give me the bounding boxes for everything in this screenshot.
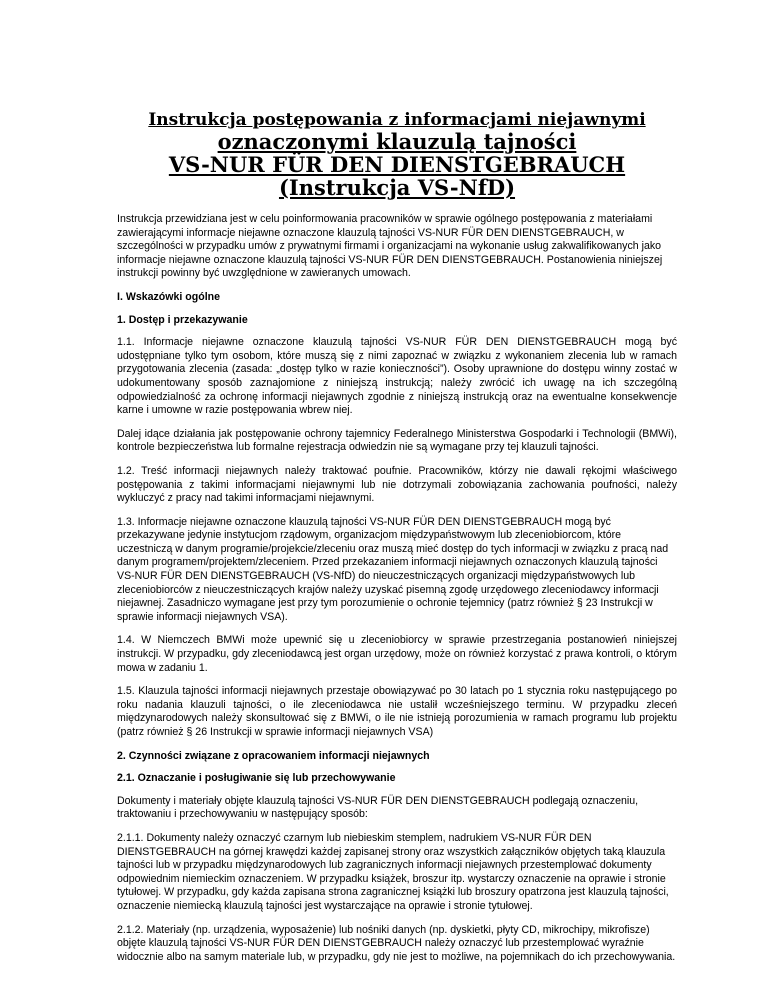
- subsection-heading-2: 2. Czynności związane z opracowaniem informacji niejawnych: [117, 749, 430, 762]
- paragraph-1-5: 1.5. Klauzula tajności informacji niejawnych przestaje obowiązywać po 30 latach po 1 stycznia roku następującego po roku nadania klauzuli tajności, o ile zleceniodawca nie ustalił wcześniejszego terminu. W przypadku zleceń międzynarodowych należy skonsultować się z BMWi, o ile nie istnieją porozumienia w ramach programu lub projektu (patrz również § 26 Instrukcji w sprawie informacji niejawnych VSA): [117, 685, 677, 738]
- paragraph-2-1-2: 2.1.2. Materiały (np. urządzenia, wyposażenie) lub nośniki danych (np. dyskietki, płyty CD, mikrochipy, mikrofisze) objęte klauzulą tajności VS-NUR FÜR DEN DIENSTGEBRAUCH należy oznaczyć lub przestemplować wyraźnie widocznie albo na samym materiale lub, w przypadku, gdy nie jest to możliwe, na pojemnikach do ich przechowywania.: [117, 923, 676, 963]
- subsection-heading-1: 1. Dostęp i przekazywanie: [117, 313, 248, 326]
- title-line-2: oznaczonymi klauzulą tajności: [217, 129, 577, 154]
- paragraph-1-1b: Dalej idące działania jak postępowanie ochrony tajemnicy Federalnego Ministerstwa Gospodarki i Technologii (BMWi), kontrole bezpieczeństwa lub formalne rejestracja odwiedzin nie są wymagane przy tej klauzuli tajności.: [117, 427, 677, 454]
- paragraph-2-1-1: 2.1.1. Dokumenty należy oznaczyć czarnym lub niebieskim stemplem, nadrukiem VS-NUR FÜR DEN DIENSTGEBRAUCH na górnej krawędzi każdej zapisanej strony oraz wszystkich załączników objętych taką klauzula tajności lub w przypadku międzynarodowych lub zagranicznych informacji niejawnych przestemplować dokumenty odpowiednim niemieckim oznaczeniem. W przypadku książek, broszur itp. wystarczy oznaczenie na oprawie i stronie tytułowej. W przypadku, gdy każda zapisana strona zagranicznej książki lub broszury opatrzona jest klauzulą tajności, oznaczenie niemiecką klauzulą tajności jest wystarczające na oprawie i stronie tytułowej.: [117, 831, 669, 912]
- document-title: [117, 110, 677, 199]
- title-line-3: VS-NUR FÜR DEN DIENSTGEBRAUCH: [168, 152, 626, 177]
- paragraph-1-3: 1.3. Informacje niejawne oznaczone klauzulą tajności VS-NUR FÜR DEN DIENSTGEBRAUCH mogą być przekazywane jedynie instytucjom rządowym, organizacjom międzypaństwowym lub zleceniobiorcom, które uczestniczą w danym programie/projekcie/zleceniu oraz muszą mieć dostęp do tych informacji w związku z pracą nad danym programem/projektem/zleceniem. Przed przekazaniem informacji niejawnych oznaczonych klauzulą tajności VS-NUR FÜR DEN DIENSTGEBRAUCH (VS-NfD) do nieuczestniczących organizacji międzypaństwowych lub zleceniobiorców z nieuczestniczących krajów należy uzyskać pisemną zgodę urzędowego zleceniodawcy informacji niejawnej. Zasadniczo wymagane jest przy tym porozumienie o ochronie tejemnicy (patrz również § 23 Instrukcji w sprawie informacji niejawnych VSA).: [117, 515, 669, 623]
- paragraph-2-1: Dokumenty i materiały objęte klauzulą tajności VS-NUR FÜR DEN DIENSTGEBRAUCH podlegają oznaczeniu, traktowaniu i przechowywaniu w następujący sposób:: [117, 794, 639, 821]
- paragraph-1-4: 1.4. W Niemczech BMWi może upewnić się u zleceniobiorcy w sprawie przestrzegania postanowień niniejszej instrukcji. W przypadku, gdy zleceniodawcą jest organ urzędowy, może on również korzystać z prawa kontroli, o którym mowa w zadaniu 1.: [117, 634, 677, 674]
- section-heading-1: I. Wskazówki ogólne: [117, 290, 221, 303]
- intro-paragraph: Instrukcja przewidziana jest w celu poinformowania pracowników w sprawie ogólnego postępowania z materiałami zawierającymi informacje niejawne oznaczone klauzulą tajności VS-NUR FÜR DEN DIENSTGEBRAUCH, w szczególności w przypadku umów z prywatnymi firmami i organizacjami na wykonanie usług zakwalifikowanych jako informacje niejawne oznaczone klauzulą tajności VS-NUR FÜR DEN DIENSTGEBRAUCH. Postanowienia niniejszej instrukcji powinny być uwzględnione w zawieranych umowach.: [117, 213, 663, 280]
- title-line-1: Instrukcja postępowania z informacjami niejawnymi: [148, 110, 646, 130]
- paragraph-1-1: 1.1. Informacje niejawne oznaczone klauzulą tajności VS-NUR FÜR DEN DIENSTGEBRAUCH mogą być udostępniane tylko tym osobom, które muszą się z nimi zapoznać w związku z wykonaniem zlecenia lub w ramach przygotowania zlecenia (zasada: „dostęp tylko w razie konieczności”). Osoby uprawnione do dostępu winny zostać w udokumentowany sposób zaznajomione z niniejszą instrukcją; należy zwrócić ich uwagę na ich szczególną odpowiedzialność za ochronę informacji niejawnych zgodnie z niniejszą instrukcją oraz na ewentualne konsekwencje karne i umowne w razie postępowania wbrew niej.: [117, 336, 677, 417]
- document-content: [117, 110, 677, 974]
- paragraph-1-2: 1.2. Treść informacji niejawnych należy traktować poufnie. Pracowników, którzy nie dawali rękojmi właściwego postępowania z takimi informacjami niejawnymi lub nie dotrzymali zobowiązania zachowania poufności, należy wykluczyć z pracy nad takimi informacjami niejawnymi.: [117, 464, 677, 505]
- subsection-heading-2-1: 2.1. Oznaczanie i posługiwanie się lub przechowywanie: [117, 772, 396, 785]
- title-line-4: (Instrukcja VS-NfD): [278, 175, 516, 200]
